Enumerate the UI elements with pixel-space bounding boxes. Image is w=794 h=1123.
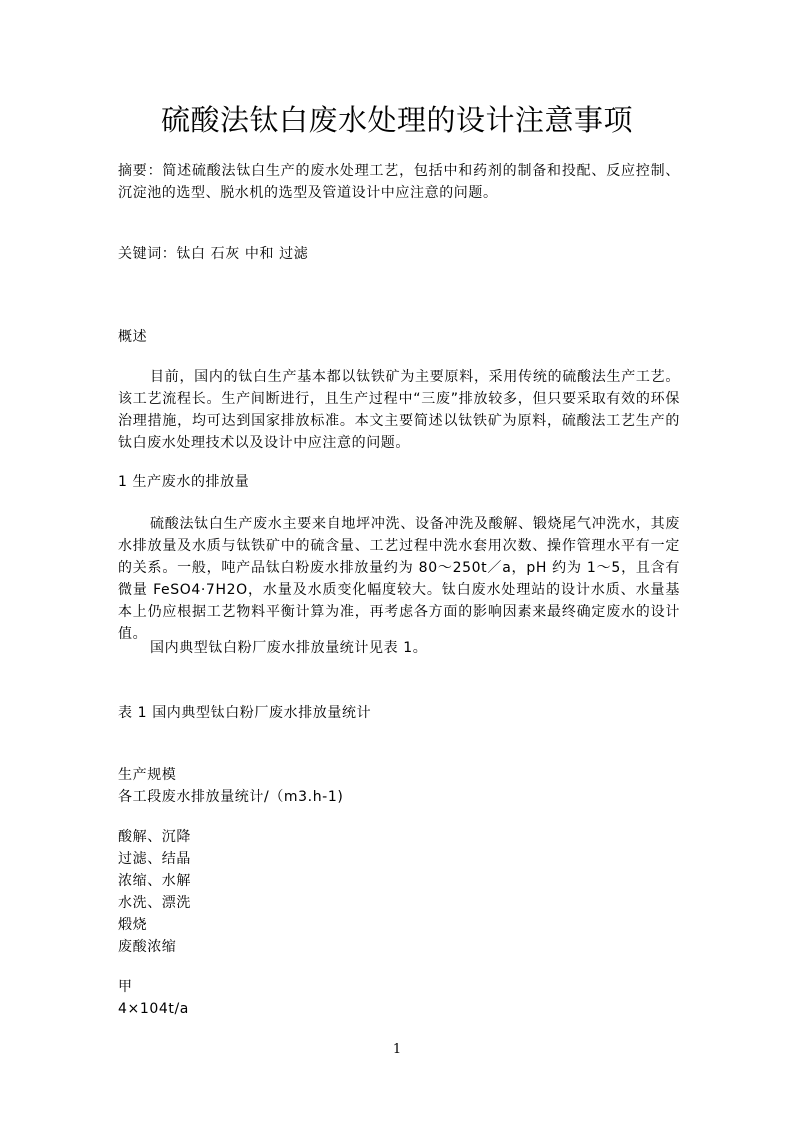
table1-row-name: 甲 <box>118 979 133 995</box>
overview-heading: 概述 <box>118 329 148 345</box>
table1-stage: 过滤、结晶 <box>118 851 191 867</box>
table1-column-stats: 各工段废水排放量统计/（m3.h-1) <box>118 789 344 805</box>
section1-paragraph: 硫酸法钛白生产废水主要来自地坪冲洗、设备冲洗及酸解、锻烧尾气冲洗水，其废水排放量及水质与钛铁矿中的硫含量、工艺过程中洗水套用次数、操作管理水平有一定的关系。一般，吨产品钛白粉废水排放量约为 80～250t／a，pH 约为 1～5，且含有微量 FeSO4·7H2O，水量及水质变化幅度较大。钛白废水处理站的设计水质、水量基本上仍应根据工艺物料平衡计算为准，再考虑各方面的影响因素来最终确定废水的设计值。 <box>118 516 680 642</box>
table1-stage: 水洗、漂洗 <box>118 895 191 911</box>
section1-table-reference: 国内典型钛白粉厂废水排放量统计见表 1。 <box>150 640 428 656</box>
table1-row-scale: 4×104t/a <box>118 1001 189 1017</box>
table1-stage: 酸解、沉降 <box>118 829 191 845</box>
table1-stage: 浓缩、水解 <box>118 873 191 889</box>
section1-heading: 1 生产废水的排放量 <box>118 474 250 490</box>
page-number: 1 <box>392 1042 402 1057</box>
overview-paragraph: 目前，国内的钛白生产基本都以钛铁矿为主要原料，采用传统的硫酸法生产工艺。该工艺流程长。生产间断进行，且生产过程中“三废”排放较多，但只要采取有效的环保治理措施，均可达到国家排放标准。本文主要简述以钛铁矿为原料，硫酸法工艺生产的钛白废水处理技术以及设计中应注意的问题。 <box>118 369 680 451</box>
table1-column-scale: 生产规模 <box>118 767 177 783</box>
abstract-paragraph: 摘要：简述硫酸法钛白生产的废水处理工艺，包括中和药剂的制备和投配、反应控制、沉淀池的选型、脱水机的选型及管道设计中应注意的问题。 <box>118 163 680 201</box>
table1-caption: 表 1 国内典型钛白粉厂废水排放量统计 <box>118 705 372 721</box>
table1-stage: 废酸浓缩 <box>118 939 177 955</box>
table1-stage: 煅烧 <box>118 917 148 933</box>
keywords-line: 关键词：钛白 石灰 中和 过滤 <box>118 246 309 262</box>
document-title: 硫酸法钛白废水处理的设计注意事项 <box>160 103 633 137</box>
